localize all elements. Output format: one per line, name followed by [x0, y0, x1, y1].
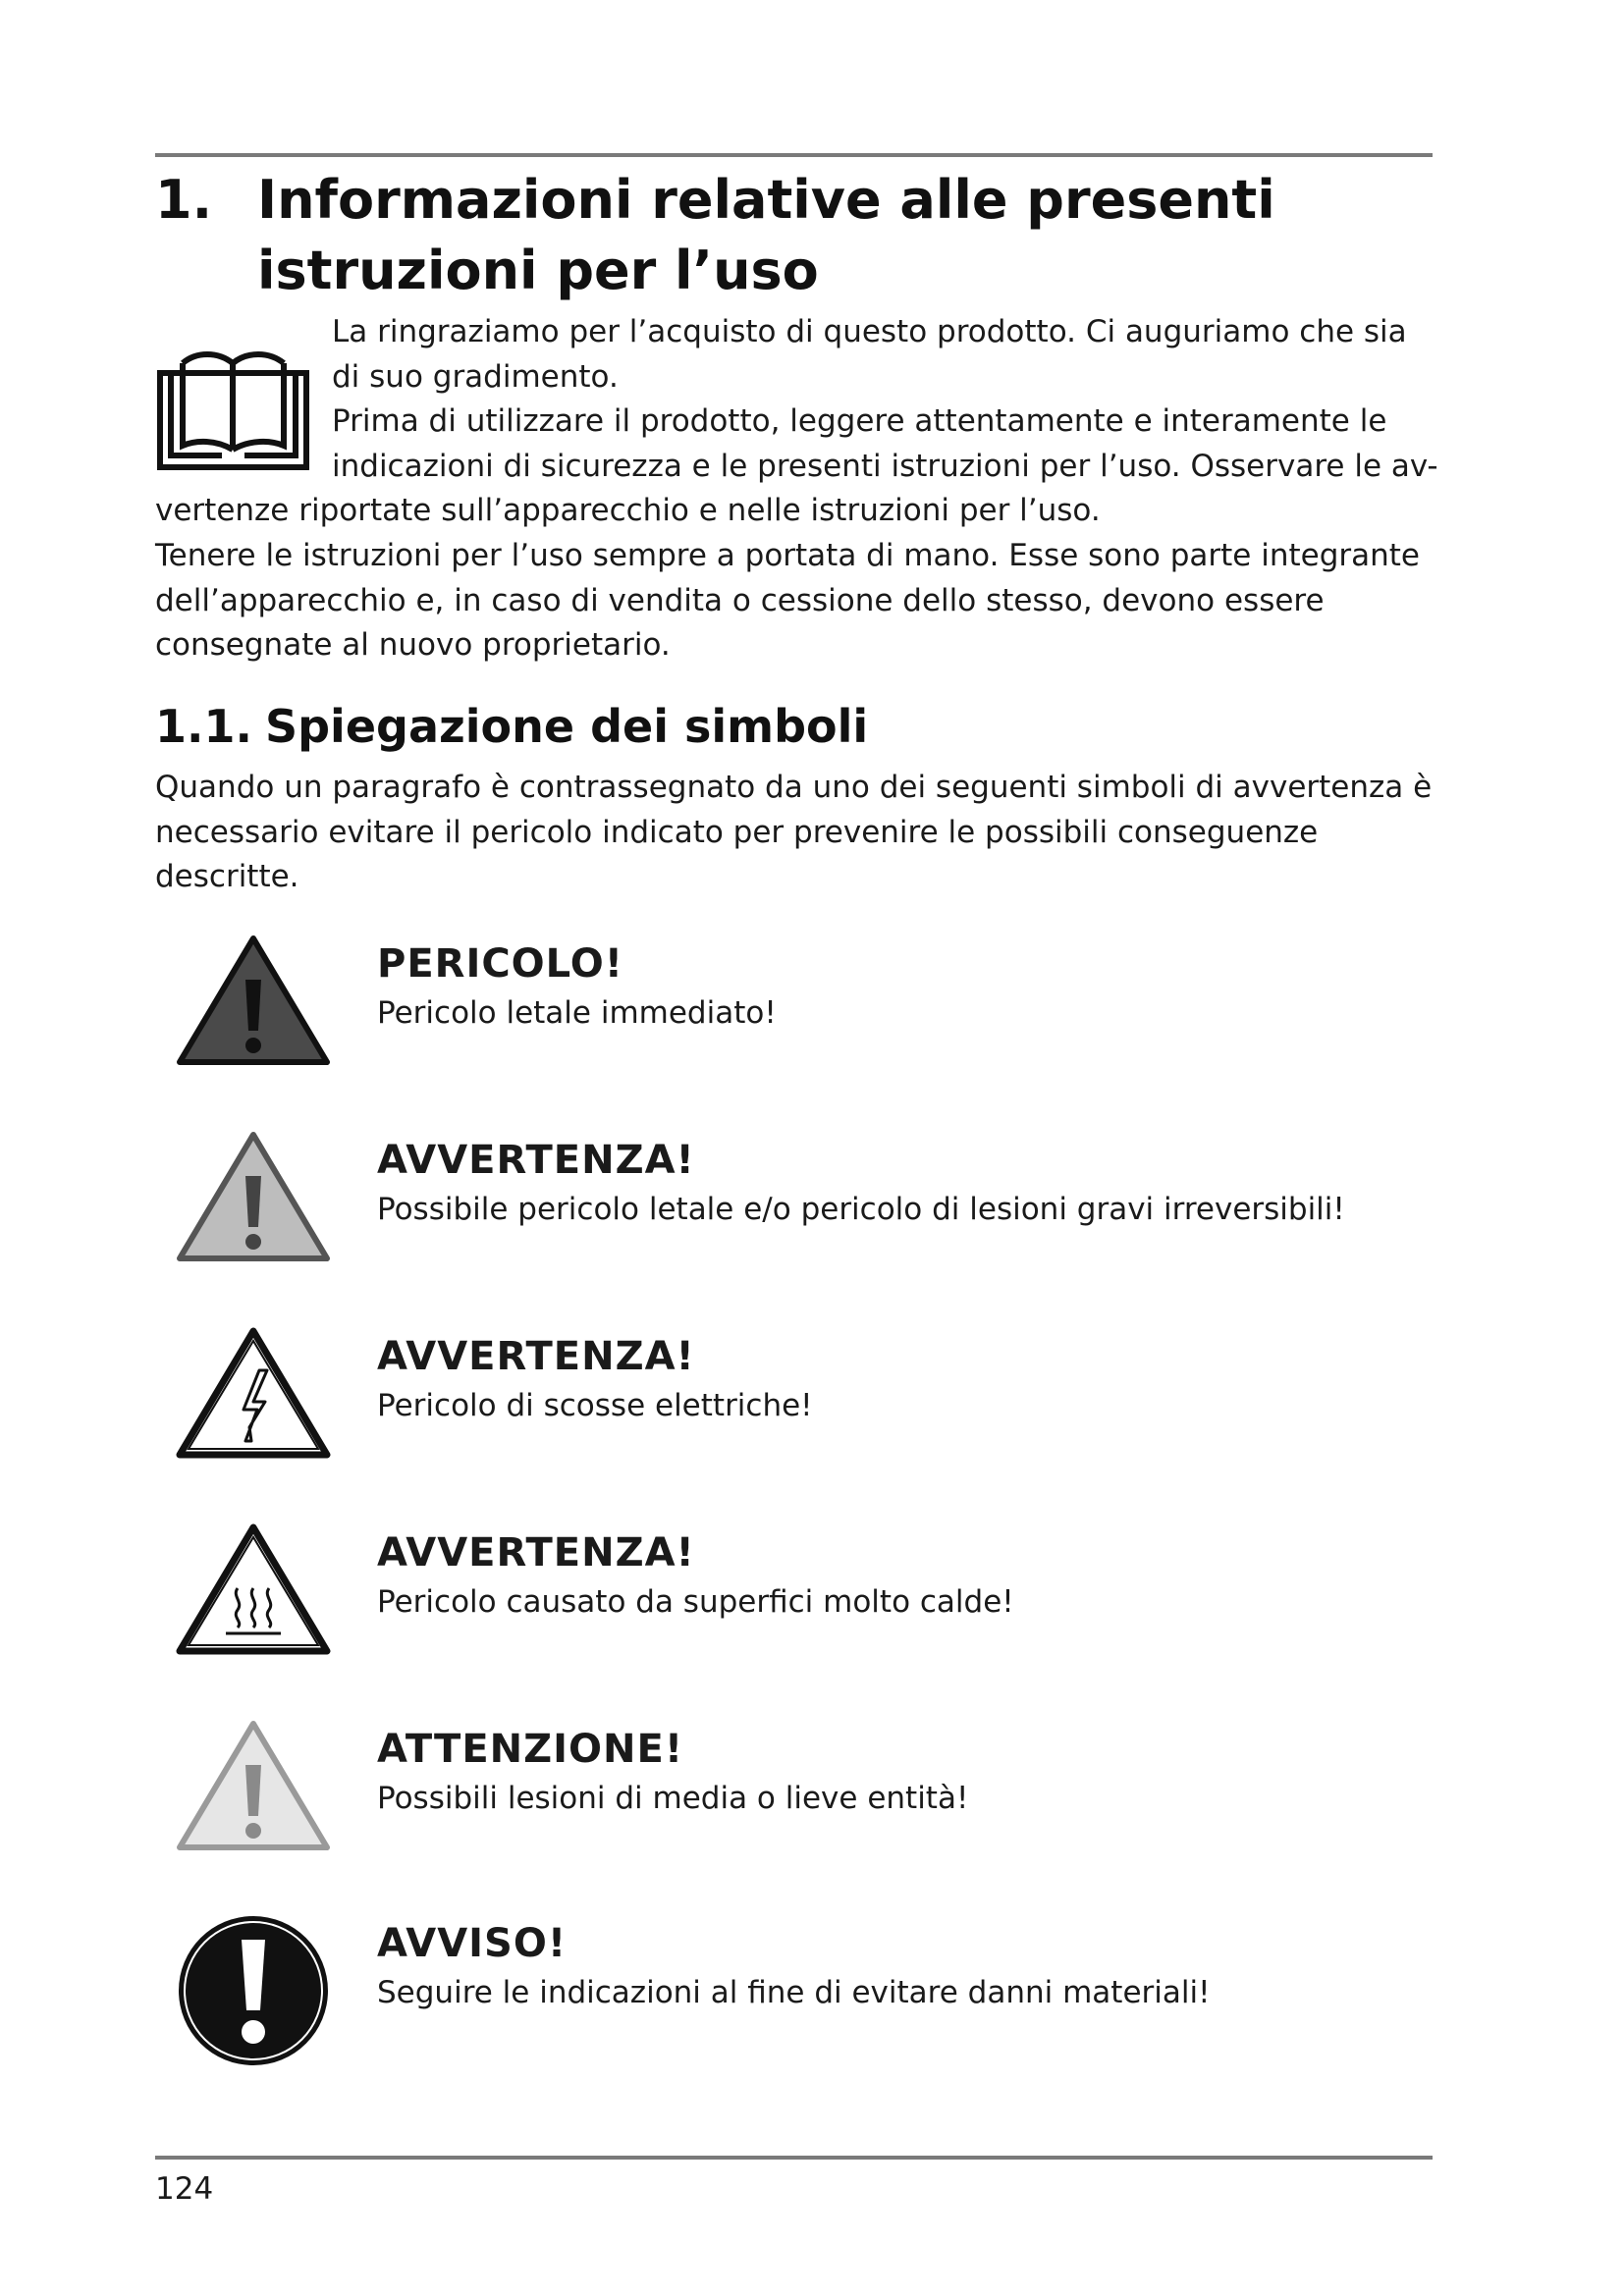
page-title [155, 165, 1432, 306]
symbol-description: Pericolo di scosse elettriche! [377, 1388, 813, 1423]
section-intro: Quando un paragrafo è contrassegnato da uno dei seguenti simboli di avvertenza è necessario evitare il pericolo indicato per prevenire le possibili conseguenze descritte. [155, 770, 1433, 894]
heading-line-1: Informazioni relative alle presenti [257, 169, 1275, 231]
read-manual-icon [157, 334, 309, 471]
symbol-entry-electric [175, 1325, 1451, 1482]
symbol-title: ATTENZIONE! [377, 1727, 684, 1772]
symbol-title: AVVERTENZA! [377, 1530, 695, 1575]
danger-triangle-icon [175, 933, 332, 1070]
intro-paragraph-read: Prima di utilizzare il prodotto, leggere attentamente e interamente le indicazioni di sicurezza e le presenti istruzioni per l’uso. Osservare le av- [332, 403, 1438, 484]
caution-triangle-icon [175, 1718, 332, 1855]
page-number: 124 [155, 2171, 214, 2207]
section-number: 1.1. [155, 700, 252, 753]
symbol-entry-notice [175, 1912, 1451, 2069]
heading-line-2: istruzioni per l’uso [257, 240, 819, 301]
symbol-title: AVVERTENZA! [377, 1334, 695, 1379]
intro-paragraph-read-continued: vertenze riportate sull’apparecchio e nelle istruzioni per l’uso. [155, 493, 1101, 528]
symbol-description: Seguire le indicazioni al fine di evitare danni materiali! [377, 1975, 1211, 2010]
symbol-title: PERICOLO! [377, 941, 623, 987]
section-title: Spiegazione dei simboli [265, 700, 869, 753]
symbol-description: Possibili lesioni di media o lieve entità! [377, 1781, 969, 1816]
symbol-title: AVVERTENZA! [377, 1138, 695, 1183]
symbol-entry-danger [175, 933, 1451, 1090]
warning-triangle-icon [175, 1129, 332, 1266]
top-rule [155, 153, 1433, 157]
electric-shock-icon [175, 1325, 332, 1463]
symbol-description: Pericolo letale immediato! [377, 995, 777, 1031]
heading-number: 1. [155, 169, 213, 231]
hot-surface-icon [175, 1522, 332, 1659]
symbol-entry-hot-surface [175, 1522, 1451, 1679]
symbol-description: Pericolo causato da superfici molto calde! [377, 1584, 1014, 1620]
symbol-entry-caution [175, 1718, 1451, 1875]
symbol-entry-warning [175, 1129, 1451, 1286]
intro-paragraph-keep: Tenere le istruzioni per l’uso sempre a portata di mano. Esse sono parte integrante dell’apparecchio e, in caso di vendita o cessione dello stesso, devono essere consegnate al nuovo proprietario. [155, 538, 1420, 663]
section-heading [155, 697, 868, 756]
intro-paragraph-thanks: La ringraziamo per l’acquisto di questo prodotto. Ci auguriamo che sia di suo gradimento. [332, 314, 1407, 395]
symbol-title: AVVISO! [377, 1921, 568, 1966]
notice-circle-icon [175, 1912, 332, 2069]
bottom-rule [155, 2156, 1433, 2160]
symbol-description: Possibile pericolo letale e/o pericolo di lesioni gravi irreversibili! [377, 1192, 1345, 1227]
